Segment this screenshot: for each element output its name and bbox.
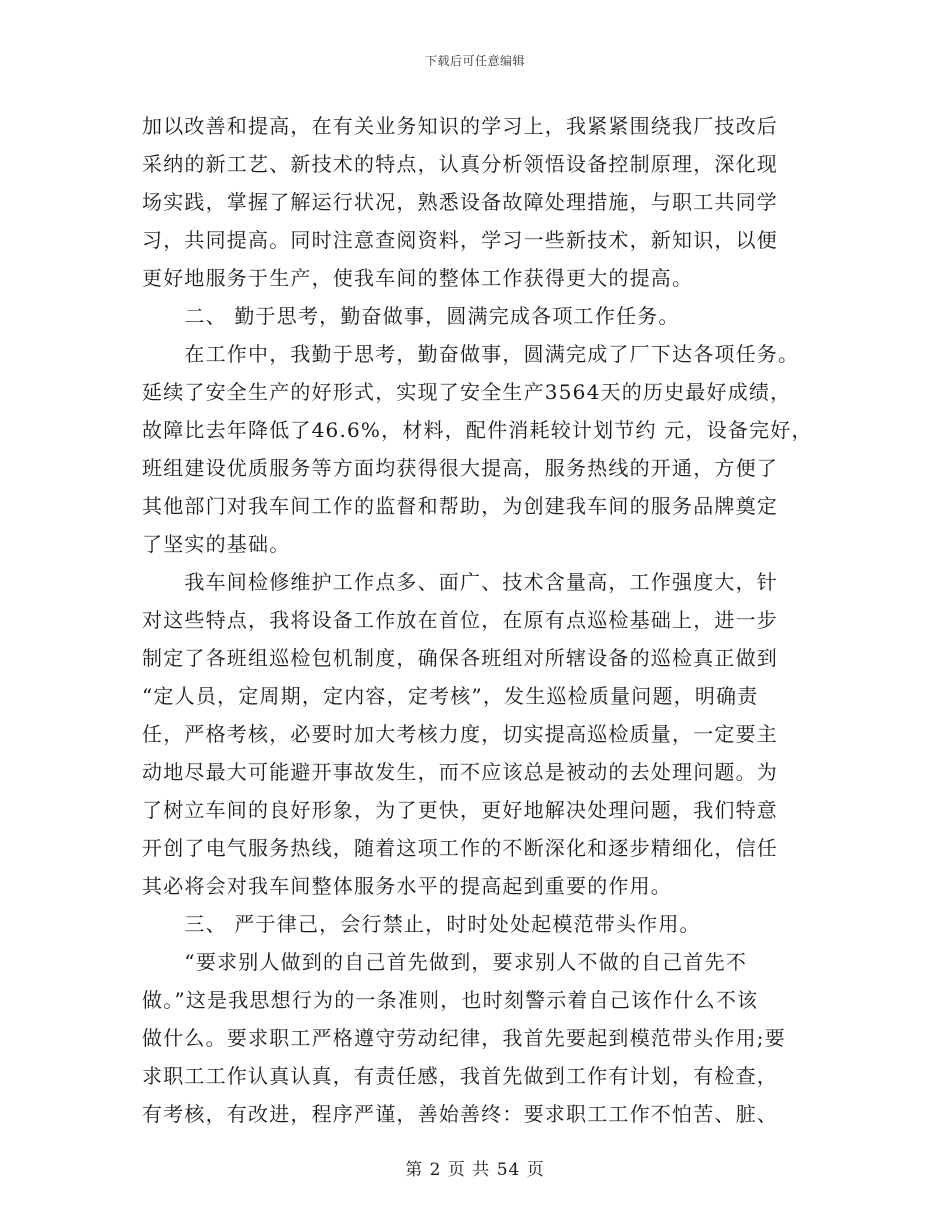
text-line: 故障比去年降低了46.6%，材料，配件消耗较计划节约 元，设备完好， bbox=[142, 418, 813, 442]
page-footer: 第 2 页 共 54 页 bbox=[405, 1160, 545, 1180]
text-line: 场实践，掌握了解运行状况，熟悉设备故障处理措施，与职工共同学 bbox=[142, 190, 778, 214]
text-line: 做。”这是我思想行为的一条准则，也时刻警示着自己该作什么不该 bbox=[142, 988, 759, 1012]
text-line: 习，共同提高。同时注意查阅资料，学习一些新技术，新知识，以便 bbox=[142, 228, 778, 252]
text-line: 在工作中，我勤于思考，勤奋做事，圆满完成了厂下达各项任务。 bbox=[142, 342, 800, 366]
text-line: 任，严格考核，必要时加大考核力度，切实提高巡检质量，一定要主 bbox=[142, 722, 778, 746]
header-note: 下载后可任意编辑 bbox=[424, 54, 525, 68]
text-line: 采纳的新工艺、新技术的特点，认真分析领悟设备控制原理，深化现 bbox=[142, 152, 778, 176]
text-line: 求职工工作认真认真，有责任感，我首先做到工作有计划，有检查， bbox=[142, 1064, 778, 1088]
text-line: 开创了电气服务热线，随着这项工作的不断深化和逐步精细化，信任 bbox=[142, 836, 778, 860]
text-line: 更好地服务于生产，使我车间的整体工作获得更大的提高。 bbox=[142, 266, 694, 290]
text-line: 延续了安全生产的好形式，实现了安全生产3564天的历史最好成绩， bbox=[142, 380, 792, 404]
text-line: 加以改善和提高，在有关业务知识的学习上，我紧紧围绕我厂技改后 bbox=[142, 114, 778, 138]
document-body bbox=[142, 107, 812, 1133]
text-line: 三、 严于律己，会行禁止，时时处处起模范带头作用。 bbox=[142, 912, 701, 936]
text-line: 制定了各班组巡检包机制度，确保各班组对所辖设备的巡检真正做到 bbox=[142, 646, 778, 670]
text-line: 二、 勤于思考，勤奋做事，圆满完成各项工作任务。 bbox=[142, 304, 680, 328]
text-line: 我车间检修维护工作点多、面广、技术含量高，工作强度大，针 bbox=[142, 570, 778, 594]
text-line: 动地尽最大可能避开事故发生，而不应该总是被动的去处理问题。为 bbox=[142, 760, 778, 784]
text-line: “定人员，定周期，定内容，定考核”，发生巡检质量问题，明确责 bbox=[142, 684, 759, 708]
text-line: 了坚实的基础。 bbox=[142, 532, 291, 556]
text-line: 班组建设优质服务等方面均获得很大提高，服务热线的开通，方便了 bbox=[142, 456, 778, 480]
text-line: 了树立车间的良好形象，为了更快，更好地解决处理问题，我们特意 bbox=[142, 798, 778, 822]
text-line: 做什么。要求职工严格遵守劳动纪律，我首先要起到模范带头作用;要 bbox=[142, 1026, 786, 1050]
text-line: “要求别人做到的自己首先做到，要求别人不做的自己首先不 bbox=[142, 950, 748, 974]
text-line: 其他部门对我车间工作的监督和帮助，为创建我车间的服务品牌奠定 bbox=[142, 494, 778, 518]
text-line: 有考核，有改进，程序严谨，善始善终：要求职工工作不怕苦、脏、 bbox=[142, 1102, 778, 1126]
text-line: 对这些特点，我将设备工作放在首位，在原有点巡检基础上，进一步 bbox=[142, 608, 778, 632]
text-line: 其必将会对我车间整体服务水平的提高起到重要的作用。 bbox=[142, 874, 672, 898]
